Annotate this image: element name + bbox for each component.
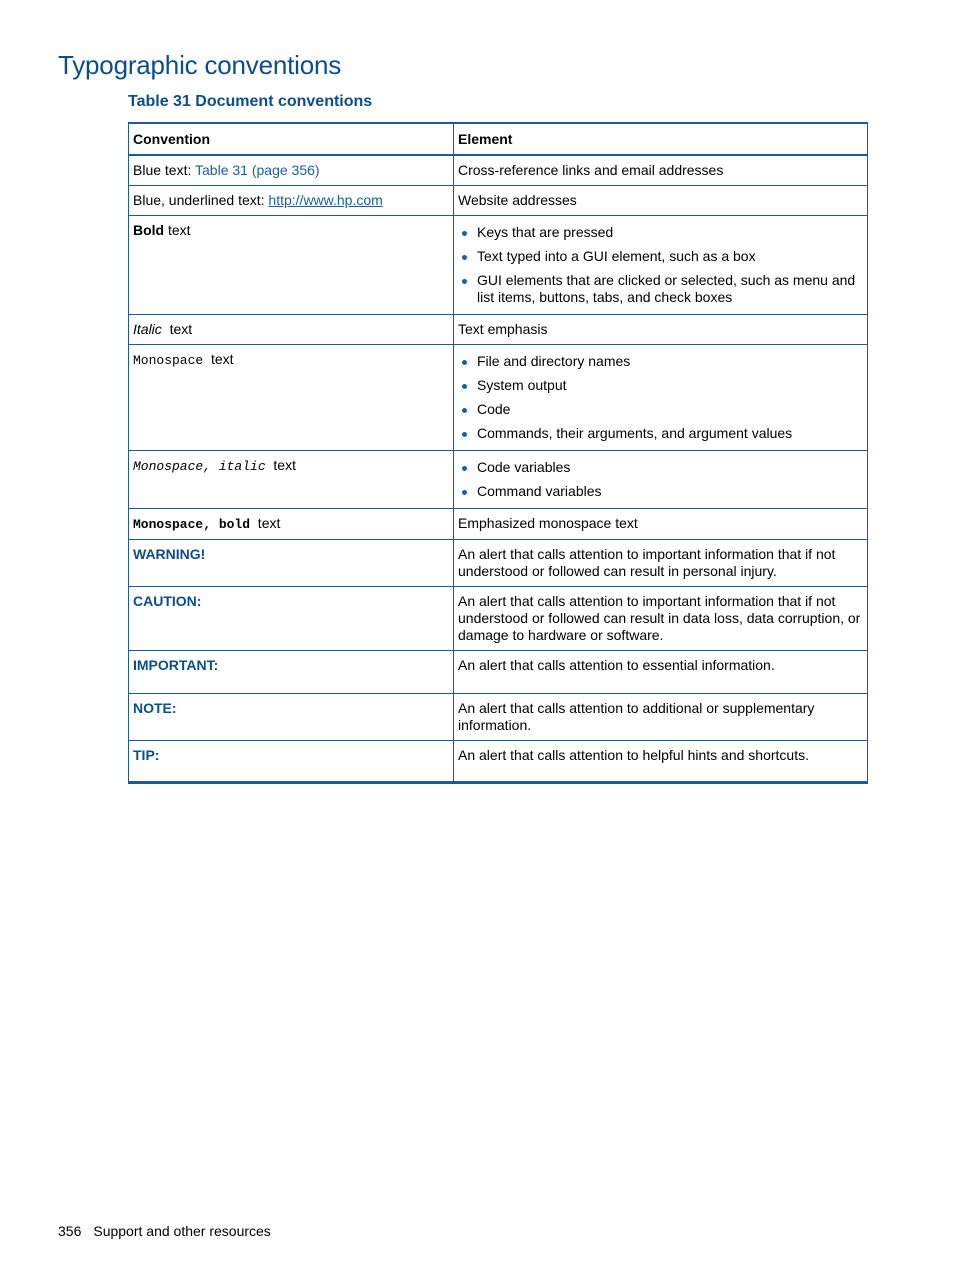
header-convention: Convention xyxy=(129,123,454,155)
table-row xyxy=(129,451,868,509)
element-cell: An alert that calls attention to additional or supplementary information. xyxy=(454,694,868,741)
table-row xyxy=(129,741,868,783)
page-footer xyxy=(58,1223,271,1239)
convention-prefix: Blue, underlined text: xyxy=(133,192,269,208)
element-cell: An alert that calls attention to important information that if not understood or followed can result in personal injury. xyxy=(454,540,868,587)
convention-prefix: Blue text: xyxy=(133,162,196,178)
convention-cell xyxy=(129,451,454,509)
convention-cell xyxy=(129,315,454,345)
convention-cell xyxy=(129,741,454,783)
conventions-table xyxy=(128,122,868,784)
italic-sample: Italic xyxy=(133,321,162,337)
element-cell xyxy=(454,451,868,509)
list-item: Code variables xyxy=(477,459,863,476)
bullet-list xyxy=(458,353,863,442)
convention-suffix: text xyxy=(203,351,234,367)
monospace-italic-sample: Monospace, italic xyxy=(133,459,266,474)
table-row xyxy=(129,155,868,186)
important-label: IMPORTANT: xyxy=(133,657,219,673)
warning-label: WARNING! xyxy=(133,546,206,562)
bullet-list xyxy=(458,459,863,500)
table-row xyxy=(129,186,868,216)
convention-cell xyxy=(129,345,454,451)
convention-suffix: text xyxy=(265,457,296,473)
footer-section: Support and other resources xyxy=(93,1223,271,1239)
element-cell: Text emphasis xyxy=(454,315,868,345)
element-cell xyxy=(454,345,868,451)
convention-cell xyxy=(129,694,454,741)
list-item: Code xyxy=(477,401,863,418)
table-row xyxy=(129,345,868,451)
page-title: Typographic conventions xyxy=(58,50,342,80)
convention-cell xyxy=(129,587,454,651)
convention-cell xyxy=(129,216,454,315)
cross-reference-link[interactable]: Table 31 (page 356) xyxy=(195,162,320,178)
page-number: 356 xyxy=(58,1223,82,1239)
monospace-bold-sample: Monospace, bold xyxy=(133,517,251,532)
monospace-sample: Monospace xyxy=(133,353,204,368)
element-cell: Cross-reference links and email addresses xyxy=(454,155,868,186)
tip-label: TIP: xyxy=(133,747,160,763)
header-element: Element xyxy=(454,123,868,155)
table-row xyxy=(129,216,868,315)
element-cell: Website addresses xyxy=(454,186,868,216)
table-row xyxy=(129,540,868,587)
convention-suffix: text xyxy=(250,515,281,531)
list-item: Commands, their arguments, and argument values xyxy=(477,425,863,442)
list-item: Keys that are pressed xyxy=(477,224,863,241)
list-item: Command variables xyxy=(477,483,863,500)
note-label: NOTE: xyxy=(133,700,177,716)
bullet-list xyxy=(458,224,863,306)
table-row xyxy=(129,694,868,741)
convention-cell xyxy=(129,509,454,540)
element-cell: Emphasized monospace text xyxy=(454,509,868,540)
convention-suffix: text xyxy=(161,321,193,337)
convention-suffix: text xyxy=(164,222,191,238)
element-cell: An alert that calls attention to important information that if not understood or followed can result in data loss, data corruption, or damage to hardware or software. xyxy=(454,587,868,651)
list-item: Text typed into a GUI element, such as a box xyxy=(477,248,863,265)
table-row xyxy=(129,651,868,694)
convention-cell xyxy=(129,651,454,694)
element-cell: An alert that calls attention to helpful hints and shortcuts. xyxy=(454,741,868,783)
bold-sample: Bold xyxy=(133,222,165,238)
website-link[interactable]: http://www.hp.com xyxy=(268,192,383,208)
convention-cell xyxy=(129,186,454,216)
element-cell xyxy=(454,216,868,315)
table-header-row xyxy=(129,123,868,155)
convention-cell xyxy=(129,540,454,587)
table-row xyxy=(129,509,868,540)
table-row xyxy=(129,587,868,651)
table-title: Table 31 Document conventions xyxy=(128,93,373,110)
list-item: GUI elements that are clicked or selected, such as menu and list items, buttons, tabs, and check boxes xyxy=(477,272,863,306)
convention-cell xyxy=(129,155,454,186)
caution-label: CAUTION: xyxy=(133,593,202,609)
element-cell: An alert that calls attention to essential information. xyxy=(454,651,868,694)
table-row xyxy=(129,315,868,345)
list-item: System output xyxy=(477,377,863,394)
list-item: File and directory names xyxy=(477,353,863,370)
